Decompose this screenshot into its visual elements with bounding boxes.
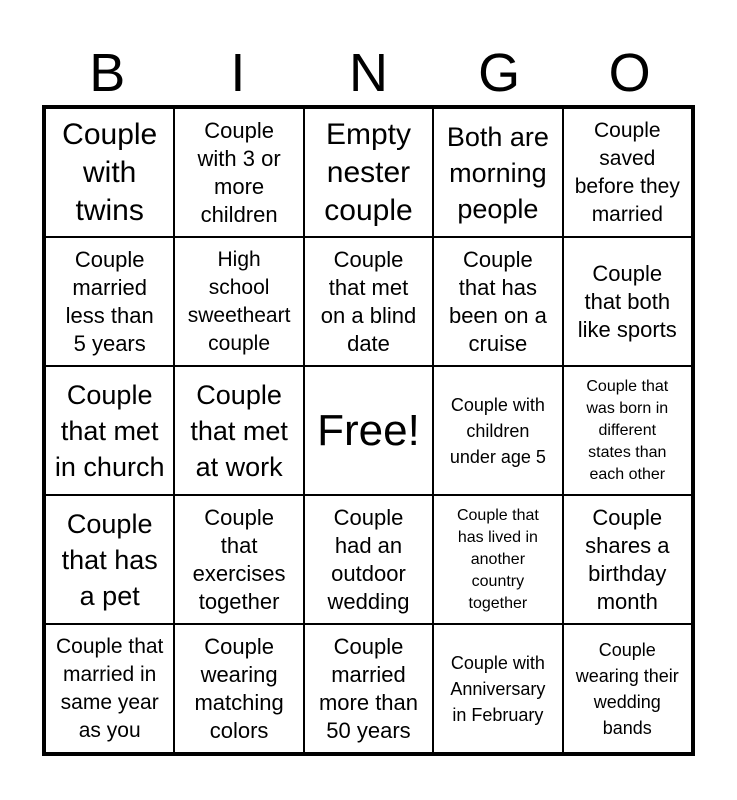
cell-text: High school sweetheart couple — [187, 247, 291, 355]
cell-text: Empty nester couple — [324, 117, 413, 227]
header-letter-b: B — [89, 43, 126, 103]
cell-text: Couple saved before they married — [574, 118, 680, 226]
bingo-cell-r5-c2[interactable] — [174, 624, 303, 753]
cell-text: Couple with Anniversary in February — [450, 652, 546, 725]
cell-text: Couple that has lived in another country together — [456, 506, 539, 612]
cell-text: Couple that both like sports — [577, 260, 677, 342]
bingo-cell-r2-c4[interactable] — [433, 237, 562, 366]
header-letter-o: O — [608, 43, 651, 103]
bingo-cell-r5-c4[interactable] — [433, 624, 562, 753]
cell-text: Couple with 3 or more children — [197, 117, 281, 227]
bingo-cell-r3-c1[interactable] — [45, 366, 174, 495]
cell-text: Couple wearing their wedding bands — [575, 639, 679, 738]
bingo-grid — [42, 105, 695, 756]
bingo-cell-r4-c3[interactable] — [304, 495, 433, 624]
bingo-cell-r1-c1[interactable] — [45, 108, 174, 237]
bingo-cell-r1-c3[interactable] — [304, 108, 433, 237]
bingo-cell-r5-c1[interactable] — [45, 624, 174, 753]
cell-text: Couple that has been on a cruise — [448, 246, 547, 356]
bingo-cell-r1-c2[interactable] — [174, 108, 303, 237]
bingo-cell-r1-c4[interactable] — [433, 108, 562, 237]
bingo-cell-r5-c3[interactable] — [304, 624, 433, 753]
cell-text: Couple that exercises together — [192, 504, 286, 614]
cell-text: Couple married more than 50 years — [318, 633, 419, 743]
cell-text: Couple that met in church — [54, 379, 165, 482]
bingo-cell-r4-c5[interactable] — [563, 495, 692, 624]
cell-text: Couple that met at work — [190, 379, 288, 482]
bingo-cell-r5-c5[interactable] — [563, 624, 692, 753]
bingo-header — [42, 40, 695, 106]
bingo-cell-free[interactable] — [304, 366, 433, 495]
cell-text: Couple with twins — [62, 117, 158, 227]
bingo-cell-r2-c3[interactable] — [304, 237, 433, 366]
cell-text: Couple that married in same year as you — [55, 634, 164, 742]
bingo-cell-r2-c2[interactable] — [174, 237, 303, 366]
header-letter-g: G — [478, 43, 521, 103]
bingo-cell-r4-c2[interactable] — [174, 495, 303, 624]
bingo-cell-r1-c5[interactable] — [563, 108, 692, 237]
cell-text: Couple that has a pet — [61, 508, 158, 611]
cell-text: Couple that was born in different states than each other — [586, 377, 669, 483]
bingo-cell-r3-c2[interactable] — [174, 366, 303, 495]
bingo-cell-r2-c5[interactable] — [563, 237, 692, 366]
bingo-cell-r4-c1[interactable] — [45, 495, 174, 624]
cell-text: Both are morning people — [446, 121, 549, 224]
bingo-cell-r3-c5[interactable] — [563, 366, 692, 495]
cell-text: Couple married less than 5 years — [65, 246, 154, 356]
cell-text: Couple shares a birthday month — [585, 504, 670, 614]
bingo-cell-r4-c4[interactable] — [433, 495, 562, 624]
bingo-cell-r2-c1[interactable] — [45, 237, 174, 366]
cell-text: Couple that met on a blind date — [320, 246, 417, 356]
cell-text: Couple with children under age 5 — [449, 394, 546, 467]
free-space-text: Free! — [317, 405, 420, 455]
bingo-cell-r3-c4[interactable] — [433, 366, 562, 495]
header-letter-n: N — [348, 43, 388, 103]
cell-text: Couple had an outdoor wedding — [327, 504, 410, 614]
header-letter-i: I — [230, 43, 246, 103]
cell-text: Couple wearing matching colors — [194, 633, 284, 743]
